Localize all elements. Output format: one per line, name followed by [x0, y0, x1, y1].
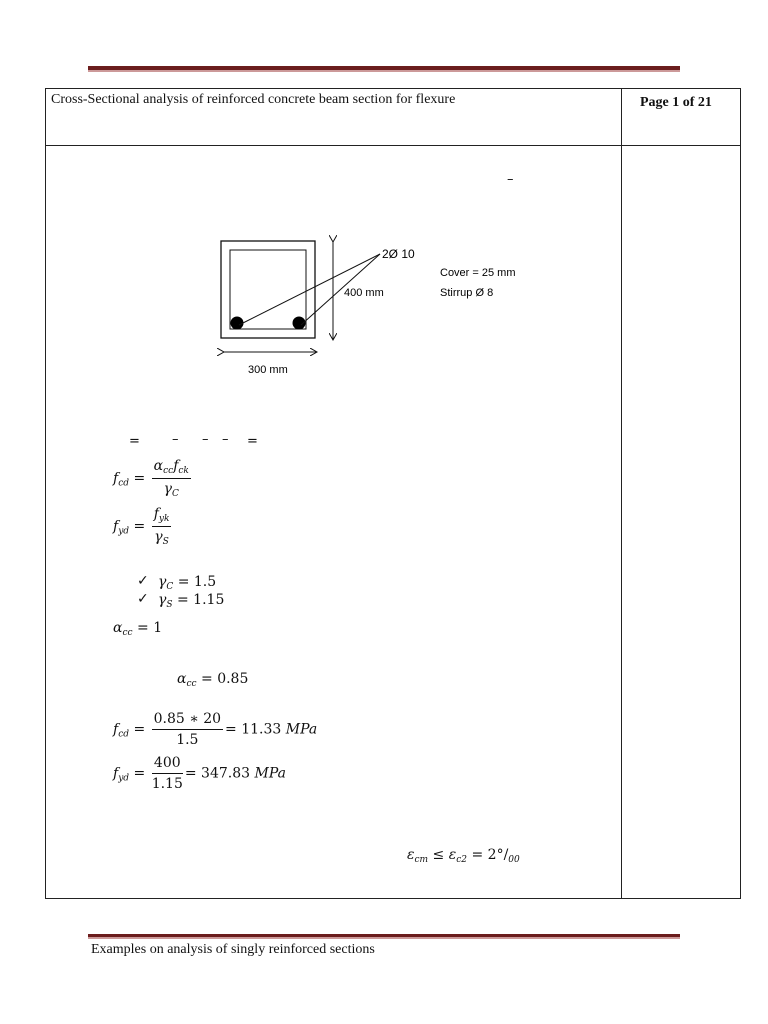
- rebar-left: [231, 317, 244, 330]
- document-title: Cross-Sectional analysis of reinforced concrete beam section for flexure: [51, 92, 456, 107]
- fcd-definition: $f_{cd}$ = $\frac{\alpha_{cc}f_{ck}}{\gamma_C}$: [113, 458, 189, 499]
- alpha-cc-085: $\alpha_{cc} = 0.85$: [177, 671, 249, 689]
- check-icon: ✓: [137, 573, 149, 589]
- alpha-cc-one: $\alpha_{cc} = 1$: [113, 620, 163, 638]
- width-label: 300 mm: [248, 364, 288, 376]
- page-number: Page 1 of 21: [640, 95, 712, 110]
- strain-condition: $\varepsilon_{cm} \le \varepsilon_{c2} = 2^\circ/_{00}$: [407, 847, 520, 865]
- stray-dash-1: –: [172, 432, 179, 447]
- header-rule: [88, 66, 680, 70]
- beam-section-figure: [210, 232, 530, 382]
- stirrup-label: Stirrup Ø 8: [440, 287, 494, 299]
- stirrup-outline: [230, 250, 306, 329]
- height-label: 400 mm: [344, 287, 384, 299]
- header-divider: [45, 145, 741, 146]
- gamma-c-value: $\gamma_C = 1.5$: [158, 574, 217, 592]
- gamma-s-value: $\gamma_S = 1.15$: [158, 592, 225, 610]
- cover-label: Cover = 25 mm: [440, 267, 516, 279]
- fyd-calculation: $f_{yd}$ = $\frac{400}{1.15}$ = 347.83 MPa: [113, 755, 286, 792]
- bars-label: 2Ø 10: [382, 247, 415, 261]
- stray-equals-1: =: [129, 434, 140, 449]
- footer-text: Examples on analysis of singly reinforced sections: [91, 942, 375, 957]
- column-divider: [621, 88, 622, 899]
- stray-equals-2: =: [247, 434, 258, 449]
- footer-rule: [88, 934, 680, 937]
- fcd-calculation: $f_{cd}$ = $\frac{0.85 ∗ 20}{1.5}$ = 11.33 MPa: [113, 711, 318, 748]
- stray-dash: –: [507, 172, 514, 187]
- stray-dash-3: –: [222, 432, 229, 447]
- stray-dash-2: –: [202, 432, 209, 447]
- fyd-definition: $f_{yd}$ = $\frac{f_{yk}}{\gamma_S}$: [113, 506, 170, 547]
- check-icon: ✓: [137, 591, 149, 607]
